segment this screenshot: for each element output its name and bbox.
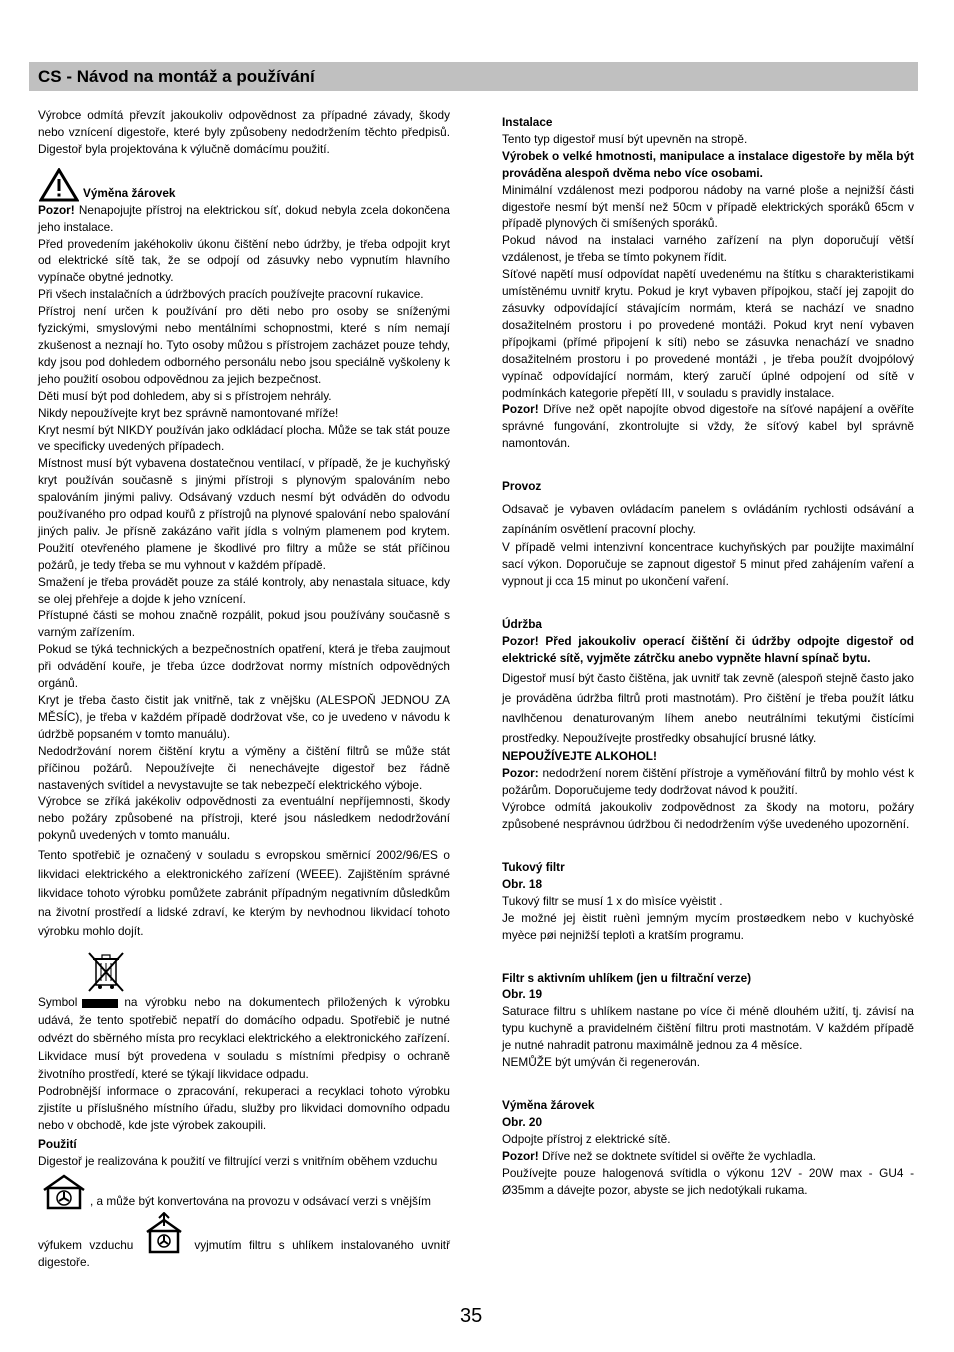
- left-column: [38, 107, 450, 1271]
- safety-paragraph: Kryt nesmí být NIKDY používán jako odkládací plocha. Může se tak stát pouze ve specificky uvedených případech.: [38, 422, 450, 454]
- grease-filter-title: Tukový filtr: [502, 860, 565, 874]
- maintenance-title: Údržba: [502, 616, 542, 631]
- weee-symbol: [85, 949, 450, 995]
- symbol-paragraph: [38, 993, 450, 1083]
- install-warning: [502, 401, 914, 452]
- lamp-warning-heading: [38, 168, 450, 202]
- carbon-filter-figure: Obr. 19: [502, 987, 542, 1002]
- install-bold-warning: Výrobek o velké hmotnosti, manipulace a instalace digestoře by měla být prováděna alespoň dvěma nebo více osobami.: [502, 148, 914, 180]
- extraction-house-icon: [145, 1212, 183, 1254]
- lamp-text-1: Odpojte přístroj z elektrické sítě.: [502, 1131, 671, 1146]
- crossed-bin-icon: [85, 949, 127, 993]
- weee-paragraph: Tento spotřebič je označený v souladu s evropskou směrnicí 2002/96/ES o likvidaci elektrického a elektronického zařízení (WEEE). Zajištěním správné likvidace tohoto výrobku pomůžete zabránit případným negativním důsledkům na životní prostředí a lidské zdraví, ke kterým by nevhodnou likvidací tohoto výrobku mohlo dojít.: [38, 848, 450, 939]
- carbon-filter-text-1: Saturace filtru s uhlíkem nastane po více či méně dlouhém užití, tj. závisí na typu kuchyně a pravidelném čištění filtru proti mastnotám. V každém případě je nutné nahradit patronu maximálně jednou za 4 měsíce.: [502, 1004, 914, 1053]
- install-text-3: Pokud návod na instalaci varného zařízení na plyn doporučují větší vzdálenost, je třeba se tímto pokynem řídit.: [502, 233, 914, 265]
- maintenance-warning-text: nedodržení norem čištění přístroje a vyměňování filtrů by mohlo vést k požárům. Doporučujeme tedy dodržovat návod k použití.: [502, 766, 914, 798]
- safety-paragraph: Kryt je třeba často čistit jak vnitřně, tak z vnějšku (ALESPOŇ JEDNOU ZA MĚSÍC), je třeba v každém případě dodržovat vše, co je uvedeno v návodu k údržbě popsaném v tomto manuálu).: [38, 693, 450, 741]
- lamp-replacement-title-right: Výměna žárovek: [502, 1097, 595, 1112]
- install-text-4: Síťové napětí musí odpovídat napětí uvedenému na štítku s charakteristikami umístěnému uvnitř krytu. Pokud je kryt vybaven přípojkou, stačí jej zapojit do zásuvky odpovídající stávajícím normám, která se nachází ve snadno dosažitelném prostoru i po provedené montáži. Pokud kryt není vybaven přípojkami (přímé připojení k síti) nebo se zásuvka nenachází ve snadno dosažitelném prostoru i po provedené montáži , je třeba použít dvojpólový vypínač odpovídající normám, který zaručí úplné odpojení od sítě v podmínkách kategorie přepětí III, v souladu s pravidly instalace.: [502, 267, 914, 400]
- maintenance-bold-warning: Pozor! Před jakoukoliv operací čištění či údržby odpojte digestoř od elektrické sítě, vyjměte zátrčku anebo vypněte hlavní spínač bytu.: [502, 633, 914, 665]
- safety-paragraph: Místnost musí být vybavena dostatečnou ventilací, v případě, že je kuchyňský kryt používán současně s jinými přístroji s plynovým spalováním nebo spalováním jinými palivy. Odsávaný vzduch nesmí být odváděn do odvodu používaného pro odpad kouřů z přístrojů na plynové spalování nebo spalování jiných paliv. Je přísně zakázáno vařit jídla s volným plamenem pod krytem. Použití otevřeného plamene je škodlivé pro filtry a může se stát příčinou požárů, je tedy třeba se mu vyhnout v každém případě.: [38, 456, 450, 572]
- recirculation-house-icon: [42, 1174, 86, 1210]
- install-text-1: Tento typ digestoř musí být upevněn na stropě.: [502, 131, 748, 146]
- install-warning-label: Pozor!: [502, 402, 539, 417]
- lamp-warning-text: Dříve než se doktnete svítidel si ověřte že vychladla.: [538, 1148, 817, 1163]
- maintenance-text-2: Výrobce odmítá jakoukoliv zodpovědnost za škody na motoru, požáry způsobené nesprávnou údržbou či nedodržením výše uvedeného upozornění.: [502, 800, 914, 832]
- maintenance-warning: [502, 765, 914, 799]
- symbol-label: Symbol: [38, 995, 78, 1010]
- lamp-text-2: Používejte pouze halogenová svítidla o výkonu 12V - 20W max - GU4 - Ø35mm a dávejte pozor, abyste se jich nedotýkali rukama.: [502, 1165, 914, 1197]
- safety-paragraph: Nikdy nepoužívejte kryt bez správně namontované mříže!: [38, 405, 339, 420]
- safety-paragraph: Nedodržování norem čištění krytu a výměny a čištění filtrů se může stát příčinou požárů. Nepoužívejte či nenechávejte digestoř bez řádně nastavených svítidel a nevystavujte se tak nebezpečí elektrického výboje.: [38, 743, 450, 792]
- operation-text-2: V případě velmi intenzivní koncentrace kuchyňských par použijte maximální sací výkon. Doporučuje se zapnout digestoř 5 minut před zahájením vaření a vypnout ji cca 15 minut po ukončení vaření.: [502, 540, 914, 588]
- safety-paragraph: Přístroj není určen k používání pro děti nebo pro osoby se sníženými fyzickými, smyslovými nebo mentálními schopnostmi, které s ním nemají zkušenost a neznají ho. Tyto osoby můžou s přístrojem zacházet pouze tehdy, kdy jsou pod dohledem odborného personálu nebo jsou speciálně vyškoleny k jeho použití osobou odpovědnou za jejich bezpečnost.: [38, 304, 450, 386]
- use-text-4: vyjmutím filtru s uhlíkem instalovaného uvnitř digestoře.: [38, 1237, 451, 1269]
- carbon-filter-text-2: NEMŮŽE být umýván či regenerován.: [502, 1055, 701, 1070]
- safety-paragraph: Při všech instalačních a údržbových pracích používejte pracovní rukavice.: [38, 287, 424, 302]
- install-warning-text: Dříve než opět napojíte obvod digestoře na síťové napájení a ověříte správné fungování, zkontrolujte si vždy, že síťový kabel byl správně namontován.: [502, 402, 914, 451]
- no-alcohol-warning: NEPOUŽÍVEJTE ALKOHOL!: [502, 749, 657, 764]
- title-band: [29, 62, 918, 91]
- safety-paragraph: Před provedením jakéhokoliv úkonu čištění nebo údržby, je třeba odpojit kryt od elektrické sítě tak, že se odpojí od zásuvky nebo vypnutím hlavního vypínače obytné jednotky.: [38, 236, 450, 285]
- use-line-3: [38, 1212, 450, 1271]
- disposal-info: Podrobnější informace o zpracování, rekuperaci a recyklaci tohoto výrobku zjistíte u příslušného místního úřadu, služby pro likvidaci domovního odpadu nebo v obchodě, kde jste výrobek zakoupili.: [38, 1084, 450, 1132]
- use-text-2: , a může být konvertována na provozu v odsávací verzi s vnějším: [90, 1193, 431, 1208]
- safety-paragraph: Pokud se týká technických a bezpečnostních opatření, která je třeba zaujmout při odvádění kouře, je třeba úzce dodržovat normy místních odpovědných orgánů.: [38, 642, 450, 691]
- warning-label: Pozor!: [38, 202, 75, 217]
- operation-text-1: Odsavač je vybaven ovládacím panelem s ovládáním rychlosti odsávání a zapínáním osvětlení pracovní plochy.: [502, 502, 914, 537]
- operation-title: Provoz: [502, 479, 542, 494]
- safety-paragraph: Smažení je třeba provádět pouze za stálé kontroly, aby nenastala situace, kdy se olej přehřeje a dojde k jeho vznícení.: [38, 574, 450, 606]
- use-title: Použití: [38, 1136, 77, 1151]
- warning-triangle-icon: [39, 168, 79, 202]
- black-bar-symbol: [82, 999, 118, 1008]
- symbol-text: na výrobku nebo na dokumentech přiložených k výrobku udává, že tento spotřebič nepatří do domácího odpadu. Spotřebič je nutné odvézt do sběrného místa pro recyklaci elektrického a elektronického zařízení. Likvidace musí být provedena v souladu s místními předpisy o ochraně životního prostředí, které se týkají likvidace odpadu.: [38, 995, 450, 1082]
- maintenance-text-1: Digestoř musí být často čištěna, jak uvnitř tak zevně (alespoň stejně často jako je prováděna údržba filtrů proti mastnotám). Pro čištění je třeba použít látku navlhčenou denaturovaným líhem anebo neutrálními tekutými čistícími prostředky. Nepoužívejte prostředky obsahující brusné látky.: [502, 671, 914, 746]
- safety-paragraph: Přístupné části se mohou značně rozpálit, pokud jsou používány současně s varným zařízením.: [38, 608, 450, 640]
- warning-text: Nenapojujte přístroj na elektrickou síť, dokud nebyla zcela dokončena jeho instalace.: [38, 202, 450, 234]
- grease-filter-text-2: Je možné jej èistit ruènì jemným mycím prostøedkem nebo v kuchyòské myèce pøi nejnižší teplotì a kratším programu.: [502, 910, 914, 942]
- use-line-2: [38, 1174, 450, 1210]
- carbon-filter-title: Filtr s aktivním uhlíkem (jen u filtrační verze): [502, 970, 752, 985]
- lamp-replacement-title: Výměna žárovek: [83, 185, 176, 200]
- lamp-figure: Obr. 20: [502, 1114, 542, 1129]
- lamp-warning-label: Pozor!: [502, 1148, 539, 1163]
- right-column: [502, 114, 914, 1198]
- install-text-2: Minimální vzdálenost mezi podporou nádoby na varné ploše a nejnižší části digestoře nesmí být menší než 50cm v případě elektrických sporáků 65cm v případě plynových či smíšených sporáků.: [502, 182, 914, 231]
- page-number: 35: [460, 1305, 483, 1327]
- page-title: CS - Návod na montáž a používání: [38, 67, 315, 86]
- use-text-1: Digestoř je realizována k použití ve filtrující verzi s vnitřním oběhem vzduchu: [38, 1153, 438, 1168]
- install-title: Instalace: [502, 115, 553, 129]
- safety-paragraph: Výrobce se zříká jakékoliv odpovědnosti za eventuální nepříjemnosti, škody nebo požáry způsobené na přístroji, které jsou následkem nedodržování pokynů uvedených v tomto manuálu.: [38, 794, 450, 843]
- grease-filter-text-1: Tukový filtr se musí 1 x do mìsíce vyèistit .: [502, 893, 723, 908]
- safety-paragraph: Děti musí být pod dohledem, aby si s přístrojem nehrály.: [38, 388, 332, 403]
- intro-paragraph: Výrobce odmítá převzít jakoukoliv odpovědnost za případné závady, škody nebo vznícení digestoře, které byly způsobeny nedodržením těchto předpisů. Digestoř byla projektována k výlučně domácímu použití.: [38, 108, 450, 156]
- connection-warning: [38, 202, 450, 236]
- maintenance-warning-label: Pozor:: [502, 766, 539, 781]
- lamp-warning: [502, 1148, 914, 1165]
- grease-filter-figure: Obr. 18: [502, 876, 542, 891]
- use-text-3: výfukem vzduchu: [38, 1237, 134, 1252]
